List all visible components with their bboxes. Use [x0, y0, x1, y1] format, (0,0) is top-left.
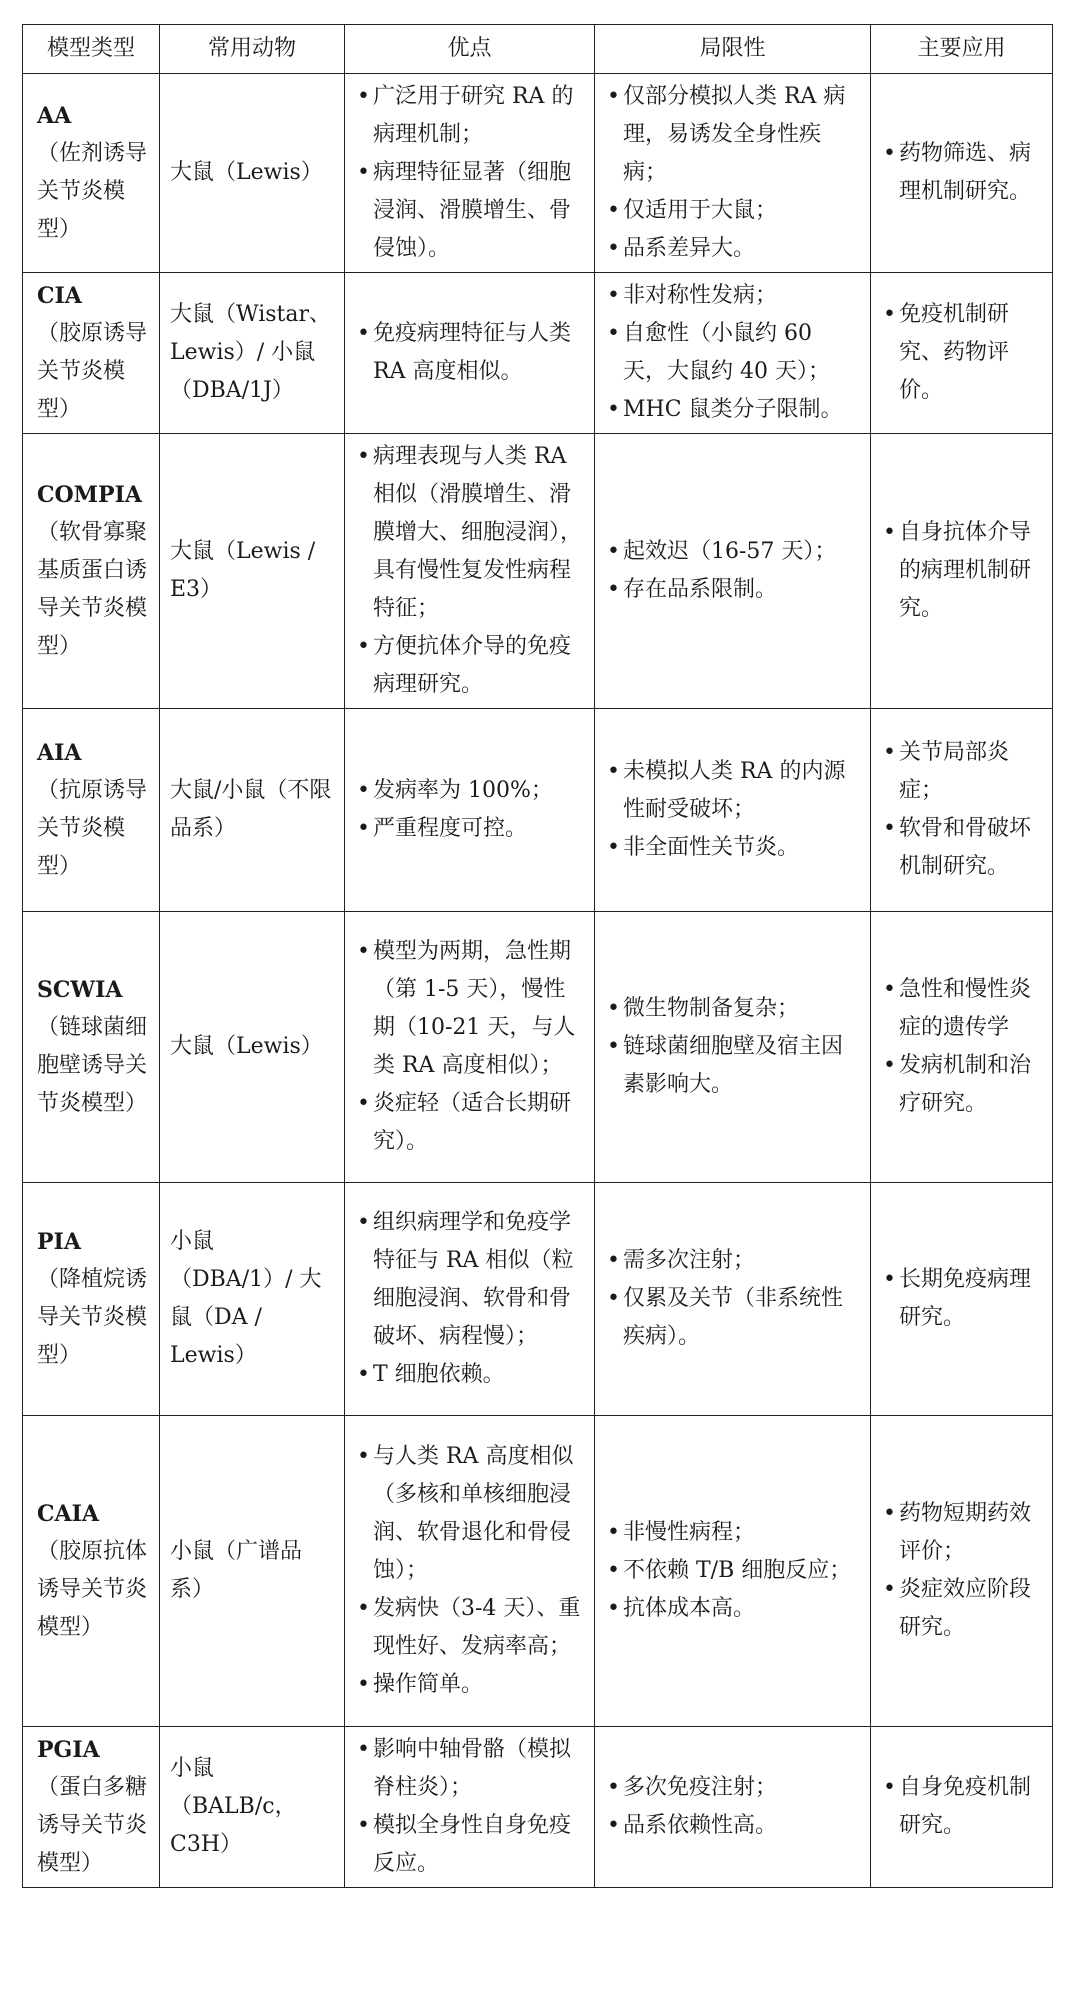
advantages-cell [345, 1183, 595, 1416]
applications-list [881, 971, 1042, 1123]
applications-list [881, 1261, 1042, 1337]
application-item: • 药物筛选、病理机制研究。 [881, 135, 1042, 211]
limitation-item: • 存在品系限制。 [605, 571, 860, 609]
arthritis-model-table [22, 24, 1053, 1888]
model-type-cell [23, 273, 160, 434]
applications-cell [871, 912, 1053, 1183]
advantage-item: • 严重程度可控。 [355, 810, 584, 848]
table-row [23, 74, 1053, 273]
applications-cell [871, 709, 1053, 912]
limitations-cell [595, 74, 871, 273]
advantages-cell [345, 434, 595, 709]
advantage-item: • 操作简单。 [355, 1666, 584, 1704]
limitation-item: • 非全面性关节炎。 [605, 829, 860, 867]
header-row [23, 25, 1053, 74]
application-item: • 发病机制和治疗研究。 [881, 1047, 1042, 1123]
model-abbreviation: PIA [37, 1229, 81, 1255]
advantage-item: • 影响中轴骨骼（模拟脊柱炎）； [355, 1731, 584, 1807]
model-type-cell [23, 1416, 160, 1727]
limitation-item: • 微生物制备复杂； [605, 990, 860, 1028]
advantages-list [355, 772, 584, 848]
advantages-list [355, 1204, 584, 1394]
advantages-list [355, 1731, 584, 1883]
limitation-item: • MHC 鼠类分子限制。 [605, 391, 860, 429]
table-container [22, 24, 1053, 1888]
model-abbreviation: CAIA [37, 1501, 99, 1527]
table-row [23, 912, 1053, 1183]
applications-list [881, 296, 1042, 410]
limitations-list [605, 1242, 860, 1356]
model-abbreviation: AA [37, 103, 72, 129]
limitations-cell [595, 434, 871, 709]
applications-cell [871, 1727, 1053, 1888]
advantage-item: • 发病率为 100%； [355, 772, 584, 810]
advantages-cell [345, 912, 595, 1183]
advantage-item: • 发病快（3-4 天）、重现性好、发病率高； [355, 1590, 584, 1666]
model-type-cell [23, 912, 160, 1183]
application-item: • 关节局部炎症； [881, 734, 1042, 810]
animals-cell: 大鼠（Lewis / E3） [160, 434, 345, 709]
limitation-item: • 抗体成本高。 [605, 1590, 860, 1628]
table-row [23, 1727, 1053, 1888]
application-item: • 自身抗体介导的病理机制研究。 [881, 514, 1042, 628]
limitation-item: • 需多次注射； [605, 1242, 860, 1280]
model-full-name: （链球菌细胞壁诱导关节炎模型） [37, 1015, 148, 1116]
limitation-item: • 非慢性病程； [605, 1514, 860, 1552]
table-row [23, 1183, 1053, 1416]
limitations-cell [595, 1183, 871, 1416]
limitation-item: • 仅累及关节（非系统性疾病）。 [605, 1280, 860, 1356]
limitations-list [605, 753, 860, 867]
model-abbreviation: COMPIA [37, 482, 142, 508]
limitations-list [605, 277, 860, 429]
advantage-item: • 广泛用于研究 RA 的病理机制； [355, 78, 584, 154]
advantages-cell [345, 709, 595, 912]
advantage-item: • T 细胞依赖。 [355, 1356, 584, 1394]
advantage-item: • 组织病理学和免疫学特征与 RA 相似（粒细胞浸润、软骨和骨破坏、病程慢）； [355, 1204, 584, 1356]
advantages-list [355, 1438, 584, 1704]
advantages-list [355, 315, 584, 391]
model-full-name: （降植烷诱导关节炎模型） [37, 1267, 148, 1368]
model-type-cell [23, 434, 160, 709]
model-abbreviation: PGIA [37, 1737, 100, 1763]
table-row [23, 434, 1053, 709]
applications-list [881, 1769, 1042, 1845]
advantages-cell [345, 1727, 595, 1888]
advantage-item: • 模拟全身性自身免疫反应。 [355, 1807, 584, 1883]
limitation-item: • 不依赖 T/B 细胞反应； [605, 1552, 860, 1590]
animals-cell: 大鼠（Wistar、Lewis）/ 小鼠（DBA/1J） [160, 273, 345, 434]
advantages-list [355, 438, 584, 704]
model-full-name: （胶原诱导关节炎模型） [37, 321, 148, 422]
advantage-item: • 免疫病理特征与人类 RA 高度相似。 [355, 315, 584, 391]
model-type-cell [23, 709, 160, 912]
advantages-list [355, 933, 584, 1161]
limitation-item: • 仅部分模拟人类 RA 病理，易诱发全身性疾病； [605, 78, 860, 192]
model-type-cell [23, 74, 160, 273]
model-abbreviation: CIA [37, 283, 82, 309]
model-full-name: （抗原诱导关节炎模型） [37, 778, 148, 879]
applications-cell [871, 74, 1053, 273]
model-full-name: （佐剂诱导关节炎模型） [37, 141, 148, 242]
advantages-cell [345, 273, 595, 434]
limitations-cell [595, 1416, 871, 1727]
applications-cell [871, 1183, 1053, 1416]
table-row [23, 273, 1053, 434]
applications-list [881, 135, 1042, 211]
header-limitations: 局限性 [595, 25, 871, 74]
limitation-item: • 品系差异大。 [605, 230, 860, 268]
table-row [23, 709, 1053, 912]
application-item: • 长期免疫病理研究。 [881, 1261, 1042, 1337]
advantage-item: • 炎症轻（适合长期研究）。 [355, 1085, 584, 1161]
advantages-cell [345, 74, 595, 273]
header-advantages: 优点 [345, 25, 595, 74]
advantages-list [355, 78, 584, 268]
advantage-item: • 模型为两期，急性期（第 1-5 天），慢性期（10-21 天，与人类 RA 高度相似）； [355, 933, 584, 1085]
limitation-item: • 未模拟人类 RA 的内源性耐受破坏； [605, 753, 860, 829]
application-item: • 急性和慢性炎症的遗传学 [881, 971, 1042, 1047]
limitation-item: • 起效迟（16-57 天）； [605, 533, 860, 571]
header-model-type: 模型类型 [23, 25, 160, 74]
applications-cell [871, 434, 1053, 709]
model-full-name: （蛋白多糖诱导关节炎模型） [37, 1775, 148, 1876]
limitation-item: • 仅适用于大鼠； [605, 192, 860, 230]
animals-cell: 小鼠（广谱品系） [160, 1416, 345, 1727]
limitations-cell [595, 912, 871, 1183]
limitations-list [605, 78, 860, 268]
limitations-list [605, 1514, 860, 1628]
animals-cell: 大鼠（Lewis） [160, 74, 345, 273]
application-item: • 软骨和骨破坏机制研究。 [881, 810, 1042, 886]
applications-list [881, 514, 1042, 628]
limitations-list [605, 1769, 860, 1845]
limitation-item: • 非对称性发病； [605, 277, 860, 315]
advantage-item: • 病理表现与人类 RA 相似（滑膜增生、滑膜增大、细胞浸润），具有慢性复发性病程特征； [355, 438, 584, 628]
limitation-item: • 链球菌细胞壁及宿主因素影响大。 [605, 1028, 860, 1104]
header-applications: 主要应用 [871, 25, 1053, 74]
applications-list [881, 734, 1042, 886]
animals-cell: 大鼠/小鼠（不限品系） [160, 709, 345, 912]
limitations-list [605, 990, 860, 1104]
model-full-name: （软骨寡聚基质蛋白诱导关节炎模型） [37, 520, 148, 659]
limitation-item: • 自愈性（小鼠约 60 天，大鼠约 40 天）； [605, 315, 860, 391]
applications-cell [871, 273, 1053, 434]
applications-cell [871, 1416, 1053, 1727]
animals-cell: 小鼠（DBA/1）/ 大鼠（DA / Lewis） [160, 1183, 345, 1416]
applications-list [881, 1495, 1042, 1647]
limitations-list [605, 533, 860, 609]
advantage-item: • 与人类 RA 高度相似（多核和单核细胞浸润、软骨退化和骨侵蚀）； [355, 1438, 584, 1590]
application-item: • 免疫机制研究、药物评价。 [881, 296, 1042, 410]
animals-cell: 大鼠（Lewis） [160, 912, 345, 1183]
limitation-item: • 多次免疫注射； [605, 1769, 860, 1807]
header-animals: 常用动物 [160, 25, 345, 74]
animals-cell: 小鼠（BALB/c，C3H） [160, 1727, 345, 1888]
table-row [23, 1416, 1053, 1727]
model-type-cell [23, 1183, 160, 1416]
advantages-cell [345, 1416, 595, 1727]
model-abbreviation: SCWIA [37, 977, 123, 1003]
advantage-item: • 方便抗体介导的免疫病理研究。 [355, 628, 584, 704]
application-item: • 炎症效应阶段研究。 [881, 1571, 1042, 1647]
model-full-name: （胶原抗体诱导关节炎模型） [37, 1539, 148, 1640]
application-item: • 自身免疫机制研究。 [881, 1769, 1042, 1845]
limitations-cell [595, 273, 871, 434]
limitation-item: • 品系依赖性高。 [605, 1807, 860, 1845]
model-type-cell [23, 1727, 160, 1888]
limitations-cell [595, 1727, 871, 1888]
limitations-cell [595, 709, 871, 912]
model-abbreviation: AIA [37, 740, 82, 766]
application-item: • 药物短期药效评价； [881, 1495, 1042, 1571]
advantage-item: • 病理特征显著（细胞浸润、滑膜增生、骨侵蚀）。 [355, 154, 584, 268]
